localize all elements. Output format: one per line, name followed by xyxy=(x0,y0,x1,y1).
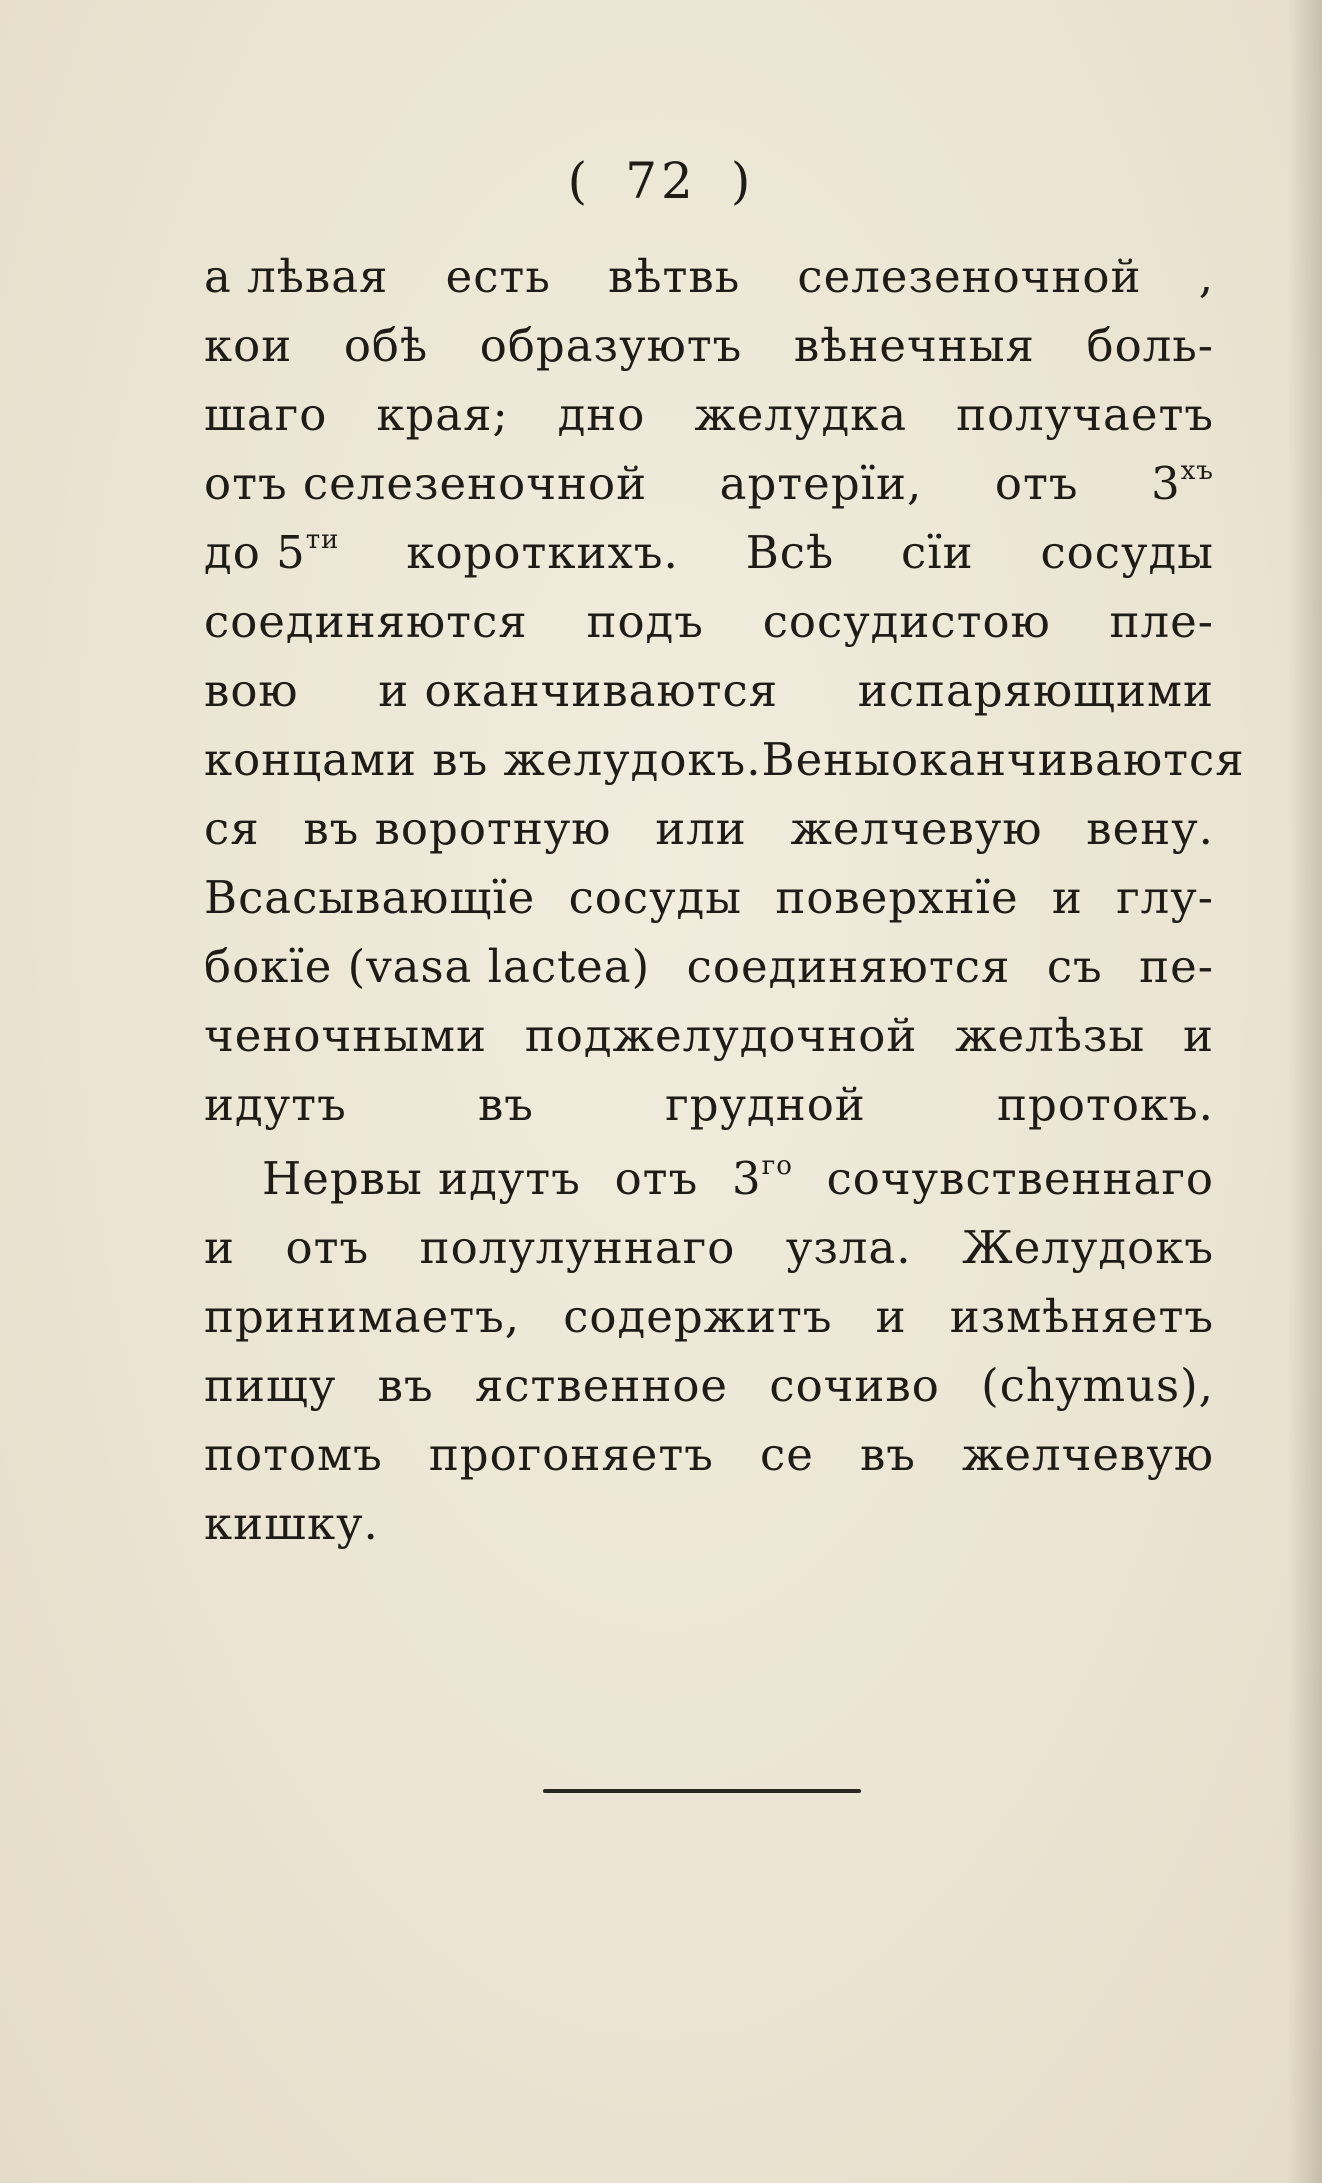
word: сосуды xyxy=(568,871,743,924)
text-line xyxy=(204,794,1214,863)
word: ченочными xyxy=(204,1009,488,1062)
word: грудной xyxy=(665,1078,866,1131)
word: вѣтвь xyxy=(608,250,741,303)
word: бокïе (vasa lactea) xyxy=(204,940,651,993)
word: и xyxy=(1183,1009,1214,1062)
word: соединяются xyxy=(686,940,1011,993)
word: вену. xyxy=(1086,802,1214,855)
word: и xyxy=(204,1221,235,1274)
text-line xyxy=(204,1420,1214,1489)
word: отъ xyxy=(994,457,1079,510)
word: узла. xyxy=(785,1221,912,1274)
section-end-rule xyxy=(543,1789,861,1793)
word: потомъ xyxy=(204,1428,383,1481)
word: содержитъ xyxy=(563,1290,833,1343)
word: желчевую xyxy=(790,802,1043,855)
word: $3^{го}$ xyxy=(731,1151,793,1205)
word: концами въ желудокъ. xyxy=(204,733,762,786)
word: поджелудочной xyxy=(524,1009,918,1062)
word: отъ xyxy=(614,1152,699,1205)
word: получаетъ xyxy=(956,388,1214,441)
word: желудка xyxy=(694,388,908,441)
page-edge-shadow xyxy=(1288,0,1322,2183)
text-line xyxy=(204,1144,1214,1213)
word: $3^{хъ}$ xyxy=(1151,456,1214,510)
word: сочувственнаго xyxy=(826,1152,1214,1205)
page-number-value: 72 xyxy=(625,152,697,210)
word: сïи xyxy=(901,526,974,579)
body-text xyxy=(204,242,1245,1558)
word: соединяются xyxy=(204,595,528,648)
word: желѣзы xyxy=(955,1009,1146,1062)
word: поверхнïе xyxy=(775,871,1019,924)
word: въ xyxy=(477,1078,534,1131)
word: края; xyxy=(376,388,509,441)
word: пле- xyxy=(1109,595,1214,648)
paragraph xyxy=(204,242,1245,1139)
text-line xyxy=(204,1282,1214,1351)
word: и оканчиваются xyxy=(378,664,779,717)
text-line xyxy=(204,449,1214,518)
word: короткихъ. xyxy=(406,526,679,579)
text-line xyxy=(204,1001,1214,1070)
word: въ xyxy=(377,1359,434,1412)
word: вою xyxy=(204,664,299,717)
word: протокъ. xyxy=(997,1078,1214,1131)
word: полулуннаго xyxy=(419,1221,736,1274)
word: селезеночной xyxy=(797,250,1142,303)
text-line xyxy=(204,311,1214,380)
word: артерïи, xyxy=(719,457,923,510)
text-line xyxy=(204,1213,1214,1282)
text-line xyxy=(204,380,1214,449)
word: сочиво xyxy=(769,1359,940,1412)
word: Вены xyxy=(761,733,892,786)
word: пищу xyxy=(204,1359,337,1412)
text-line xyxy=(204,1351,1214,1420)
word: сосудистою xyxy=(762,595,1051,648)
word: есть xyxy=(445,250,551,303)
text-line xyxy=(204,1070,1214,1139)
word: Желудокъ xyxy=(962,1221,1214,1274)
paragraph xyxy=(204,1144,1214,1558)
word: се xyxy=(760,1428,814,1481)
word: отъ селезеночной xyxy=(204,457,648,510)
text-line xyxy=(204,932,1214,1001)
text-line xyxy=(204,587,1214,656)
word: отъ xyxy=(285,1221,370,1274)
word: а лѣвая xyxy=(204,250,389,303)
text-line xyxy=(204,1489,1214,1558)
word: до $5^{ти}$ xyxy=(204,525,340,579)
word: принимаетъ, xyxy=(204,1290,521,1343)
text-line xyxy=(204,242,1214,311)
word: прогоняетъ xyxy=(428,1428,714,1481)
word: ся xyxy=(204,802,260,855)
word: и xyxy=(1051,871,1083,924)
word: въ воротную xyxy=(303,802,612,855)
word: Всасывающïе xyxy=(204,871,536,924)
word: и xyxy=(875,1290,907,1343)
word: сосуды xyxy=(1040,526,1214,579)
word: боль- xyxy=(1086,319,1214,372)
word: глу- xyxy=(1116,871,1214,924)
word: въ xyxy=(859,1428,916,1481)
word: измѣняетъ xyxy=(949,1290,1214,1343)
word: желчевую xyxy=(962,1428,1214,1481)
word: образуютъ xyxy=(479,319,743,372)
word: подъ xyxy=(586,595,704,648)
word: съ xyxy=(1046,940,1103,993)
word: вѣнечныя xyxy=(793,319,1035,372)
page-number: ( 72 ) xyxy=(567,152,755,210)
word: или xyxy=(655,802,747,855)
text-line xyxy=(204,863,1214,932)
word: шаго xyxy=(204,388,328,441)
word: оканчиваются xyxy=(891,733,1245,786)
word: идутъ xyxy=(204,1078,347,1131)
word: Всѣ xyxy=(745,526,835,579)
word: испаряющими xyxy=(857,664,1214,717)
text-line xyxy=(204,656,1214,725)
word: , xyxy=(1198,250,1214,303)
word: обѣ xyxy=(343,319,429,372)
word: (chymus), xyxy=(981,1359,1214,1412)
word: кои xyxy=(204,319,293,372)
word: Нервы идутъ xyxy=(262,1152,581,1205)
word: яственное xyxy=(474,1359,729,1412)
word: пе- xyxy=(1139,940,1214,993)
text-line xyxy=(204,725,1245,794)
word: кишку. xyxy=(204,1497,379,1550)
text-line xyxy=(204,518,1214,587)
word: дно xyxy=(557,388,646,441)
